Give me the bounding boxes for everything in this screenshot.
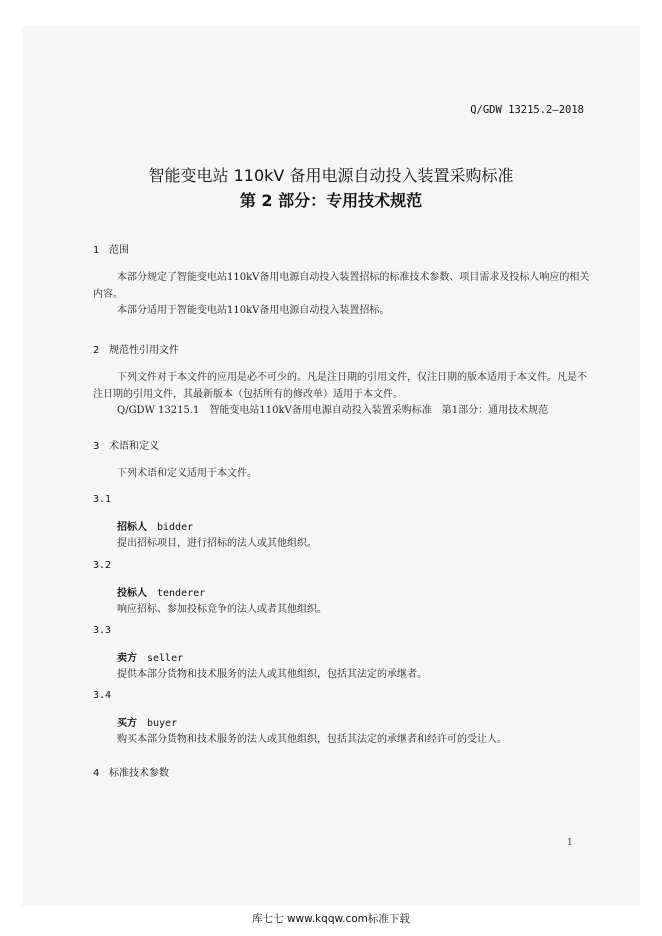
section-number: 1 [93, 245, 100, 256]
section-2-body [93, 370, 593, 420]
term-entry [117, 649, 183, 664]
section-title: 范围 [109, 245, 129, 256]
term-en: tenderer [157, 588, 206, 599]
paragraph: 本部分规定了智能变电站110kV备用电源自动投入装置招标的标准技术参数、项目需求及投标人响应的相关内容。 [93, 272, 590, 300]
term-zh: 投标人 [117, 588, 147, 599]
term-definition: 购买本部分货物和技术服务的法人或其他组织，包括其法定的承继者和经许可的受让人。 [117, 734, 507, 745]
term-number: 3.3 [93, 625, 112, 636]
term-entry [117, 714, 177, 729]
paragraph: 下列术语和定义适用于本文件。 [117, 468, 257, 479]
paragraph: 本部分适用于智能变电站110kV备用电源自动投入装置招标。 [117, 305, 390, 316]
document-title: 智能变电站 110kV 备用电源自动投入装置采购标准 [148, 166, 514, 185]
term-en: bidder [157, 522, 194, 533]
site-footer-link[interactable]: 库七七 www.kqqw.com标准下载 [252, 913, 410, 925]
term-definition: 提出招标项目，进行招标的法人或其他组织。 [117, 538, 317, 549]
section-3-intro [93, 466, 593, 483]
section-number: 3 [93, 441, 100, 452]
section-3-heading [93, 437, 159, 452]
term-number: 3.1 [93, 494, 112, 505]
term-number: 3.2 [93, 560, 112, 571]
term-zh: 招标人 [117, 522, 147, 533]
term-zh: 卖方 [117, 653, 137, 664]
section-2-heading [93, 341, 179, 356]
section-4-heading [93, 764, 169, 779]
page-number: 1 [567, 838, 573, 848]
term-en: buyer [147, 718, 178, 729]
section-number: 4 [93, 768, 100, 779]
term-definition: 提供本部分货物和技术服务的法人或其他组织，包括其法定的承继者。 [117, 669, 427, 680]
section-title: 规范性引用文件 [109, 345, 179, 356]
document-subtitle: 第 2 部分：专用技术规范 [239, 191, 423, 210]
section-number: 2 [93, 345, 100, 356]
term-definition: 响应招标、参加投标竞争的法人或者其他组织。 [117, 604, 327, 615]
term-entry [117, 518, 193, 533]
section-1-heading [93, 241, 129, 256]
section-title: 术语和定义 [109, 441, 159, 452]
term-number: 3.4 [93, 690, 112, 701]
section-1-body [93, 270, 593, 320]
term-entry [117, 584, 205, 599]
term-en: seller [147, 653, 184, 664]
paragraph: 下列文件对于本文件的应用是必不可少的。凡是注日期的引用文件，仅注日期的版本适用于本文件。凡是不注日期的引用文件，其最新版本（包括所有的修改单）适用于本文件。 [93, 372, 587, 400]
section-title: 标准技术参数 [109, 768, 169, 779]
reference-item: Q/GDW 13215.1 智能变电站110kV备用电源自动投入装置采购标准 第1部分：通用技术规范 [117, 405, 549, 416]
standard-number: Q/GDW 13215.2—2018 [470, 104, 584, 116]
term-zh: 买方 [117, 718, 137, 729]
